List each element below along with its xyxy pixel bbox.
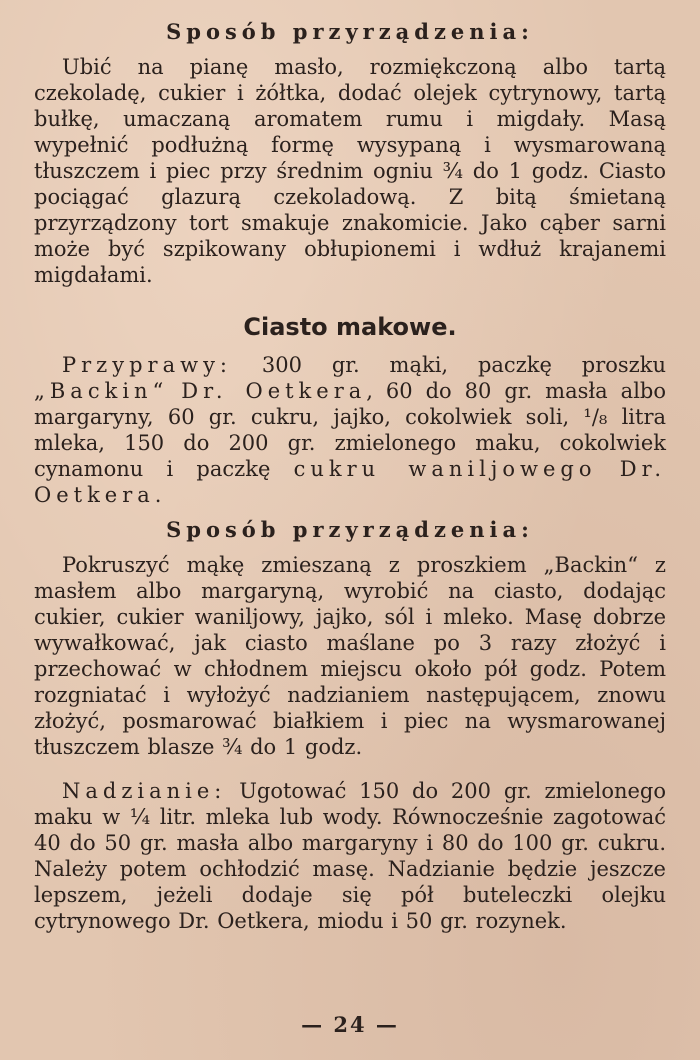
filling-text: Ugotować 150 do 200 gr. zmielonego maku w ¼ litr. mleka lub wody. Równocześnie zagotować 40 do 50 gr. masła albo margaryny i 80 do 100 gr. cukru. Należy potem ochłodzić masę. Nadzianie będzie jeszcze lepszem, jeżeli dodaje się pół buteleczki olejku cytrynowego Dr. Oetkera, miodu i 50 gr. rozynek. xyxy=(34,779,666,933)
page-number: — 24 — xyxy=(301,1012,399,1037)
ingredients-text-1: 300 gr. mąki, paczkę proszku xyxy=(232,353,666,377)
filling-label: Nadzianie: xyxy=(62,779,227,803)
method-paragraph-2: Pokruszyć mąkę zmieszaną z proszkiem „Backin“ z masłem albo margaryną, wyrobić na ciasto, dodając cukier, cukier waniljowy, jajko, sól i mleko. Masę dobrze wywałkować, jak ciasto maślane po 3 razy złożyć i przechować w chłodnem miejscu około pół godz. Potem rozgniatać i wyłożyć nadzianiem następującem, znowu złożyć, posmarować białkiem i piec na wysmarowanej tłuszczem blasze ¾ do 1 godz. xyxy=(34,553,666,759)
oetker-brand-2: Dr. Oetkera. xyxy=(34,457,666,507)
method-heading-1: Sposób przyrządzenia: xyxy=(166,19,534,44)
ingredients-label: Przyprawy: xyxy=(62,353,233,377)
ingredients-text-3: , 60 do 80 gr. masła albo margaryny, 60 gr. cukru, jajko, cokolwiek soli, ¹/₈ litra mleka, 150 do 200 gr. zmielonego maku, cokolwiek cynamonu i paczkę xyxy=(34,379,666,481)
recipe-title: Ciasto makowe. xyxy=(243,313,457,341)
filling-paragraph xyxy=(34,778,666,934)
method-paragraph-1: Ubić na pianę masło, rozmiękczoną albo tartą czekoladę, cukier i żółtka, dodać olejek cytrynowy, tartą bułkę, umaczaną aromatem rumu i migdały. Masą wypełnić podłużną formę wysypaną i wysmarowaną tłuszczem i piec przy średnim ogniu ¾ do 1 godz. Ciasto pociągać glazurą czekoladową. Z bitą śmietaną przyrządzony tort smakuje znakomicie. Jako cąber sarni może być szpikowany obłupionemi i wdłuż krajanemi migdałami. xyxy=(34,55,666,287)
oetker-brand-1: Dr. Oetkera xyxy=(181,379,367,403)
ingredients-paragraph xyxy=(34,352,666,508)
backin-brand: „Backin“ xyxy=(34,379,169,403)
ingredients-text-4 xyxy=(597,457,620,481)
ingredients-text-2 xyxy=(168,379,181,403)
method-heading-2: Sposób przyrządzenia: xyxy=(166,517,534,542)
vanilla-sugar: cukru waniljowego xyxy=(293,457,597,481)
